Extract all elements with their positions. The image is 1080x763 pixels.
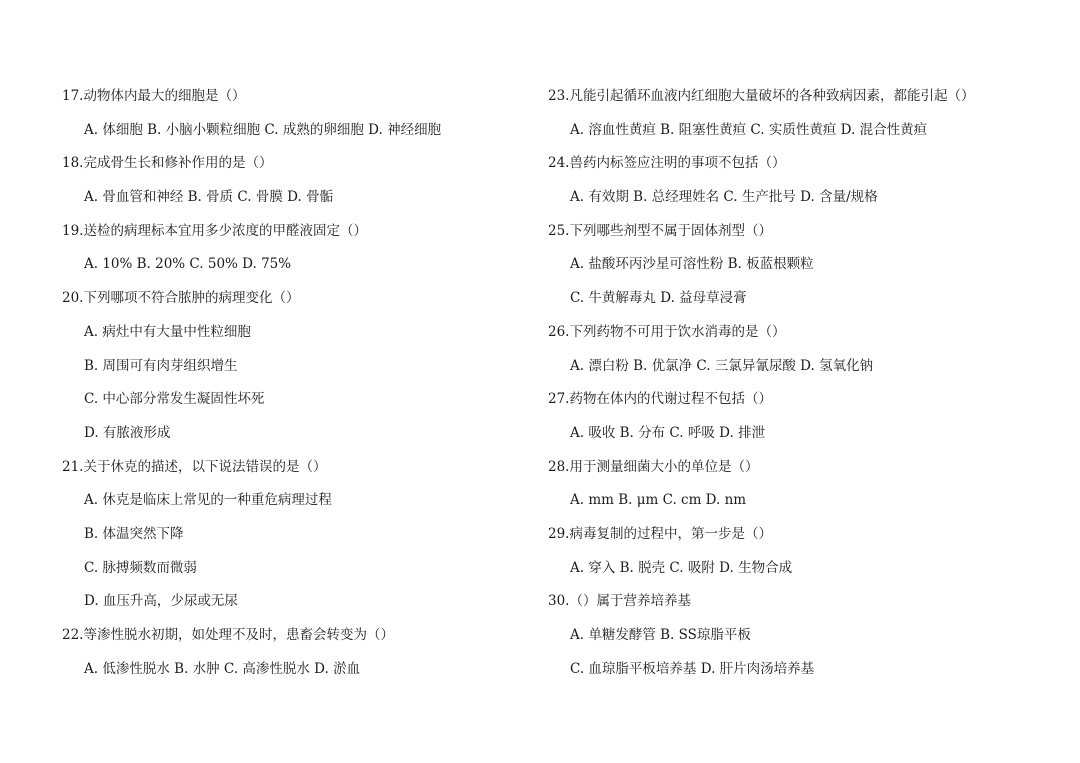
answer-options: A. 休克是临床上常见的一种重危病理过程 — [84, 492, 332, 509]
answer-options: A. 单糖发酵管 B. SS琼脂平板 — [570, 627, 751, 643]
question-text: 17.动物体内最大的细胞是（） — [62, 88, 246, 104]
question-text: 30.（）属于营养培养基 — [548, 593, 691, 610]
answer-options: A. 溶血性黄疸 B. 阻塞性黄疸 C. 实质性黄疸 D. 混合性黄疸 — [570, 121, 928, 138]
question-text: 23.凡能引起循环血液内红细胞大量破坏的各种致病因素，都能引起（） — [548, 88, 975, 104]
answer-options: A. 低渗性脱水 B. 水肿 C. 高渗性脱水 D. 淤血 — [84, 660, 361, 677]
answer-options: A. 漂白粉 B. 优氯净 C. 三氯异氰尿酸 D. 氢氧化钠 — [570, 357, 874, 374]
answer-options: A. 病灶中有大量中性粒细胞 — [84, 323, 251, 340]
answer-options: D. 血压升高，少尿或无尿 — [84, 593, 238, 610]
question-text: 20.下列哪项不符合脓肿的病理变化（） — [62, 290, 300, 307]
answer-options: B. 体温突然下降 — [84, 525, 184, 542]
answer-options: A. 穿入 B. 脱壳 C. 吸附 D. 生物合成 — [570, 559, 793, 576]
right-column — [548, 84, 1048, 690]
answer-options: C. 中心部分常发生凝固性坏死 — [84, 391, 265, 408]
question-text: 19.送检的病理标本宜用多少浓度的甲醛液固定（） — [62, 222, 367, 239]
answer-options: C. 血琼脂平板培养基 D. 肝片肉汤培养基 — [570, 660, 815, 677]
answer-options: A. 10% B. 20% C. 50% D. 75% — [84, 256, 292, 273]
answer-options: A. 盐酸环丙沙星可溶性粉 B. 板蓝根颗粒 — [570, 256, 814, 273]
answer-options: A. 骨血管和神经 B. 骨质 C. 骨膜 D. 骨骺 — [84, 189, 334, 206]
answer-options: C. 脉搏频数而微弱 — [84, 559, 197, 576]
left-column — [62, 84, 532, 690]
answer-options: A. 体细胞 B. 小脑小颗粒细胞 C. 成熟的卵细胞 D. 神经细胞 — [84, 121, 442, 138]
question-text: 29.病毒复制的过程中，第一步是（） — [548, 525, 772, 542]
answer-options: A. mm B. μm C. cm D. nm — [570, 492, 747, 509]
question-text: 27.药物在体内的代谢过程不包括（） — [548, 391, 772, 408]
question-text: 24.兽药内标签应注明的事项不包括（） — [548, 155, 786, 172]
answer-options: C. 牛黄解毒丸 D. 益母草浸膏 — [570, 290, 747, 307]
answer-options: D. 有脓液形成 — [84, 424, 171, 441]
question-text: 21.关于休克的描述，以下说法错误的是（） — [62, 458, 327, 475]
answer-options: A. 吸收 B. 分布 C. 呼吸 D. 排泄 — [570, 424, 766, 441]
question-text: 22.等渗性脱水初期，如处理不及时，患畜会转变为（） — [62, 627, 394, 643]
question-text: 28.用于测量细菌大小的单位是（） — [548, 458, 759, 475]
answer-options: A. 有效期 B. 总经理姓名 C. 生产批号 D. 含量/规格 — [570, 189, 878, 206]
question-text: 18.完成骨生长和修补作用的是（） — [62, 155, 273, 172]
question-text: 26.下列药物不可用于饮水消毒的是（） — [548, 323, 786, 340]
answer-options: B. 周围可有肉芽组织增生 — [84, 357, 238, 374]
question-text: 25.下列哪些剂型不属于固体剂型（） — [548, 222, 772, 239]
